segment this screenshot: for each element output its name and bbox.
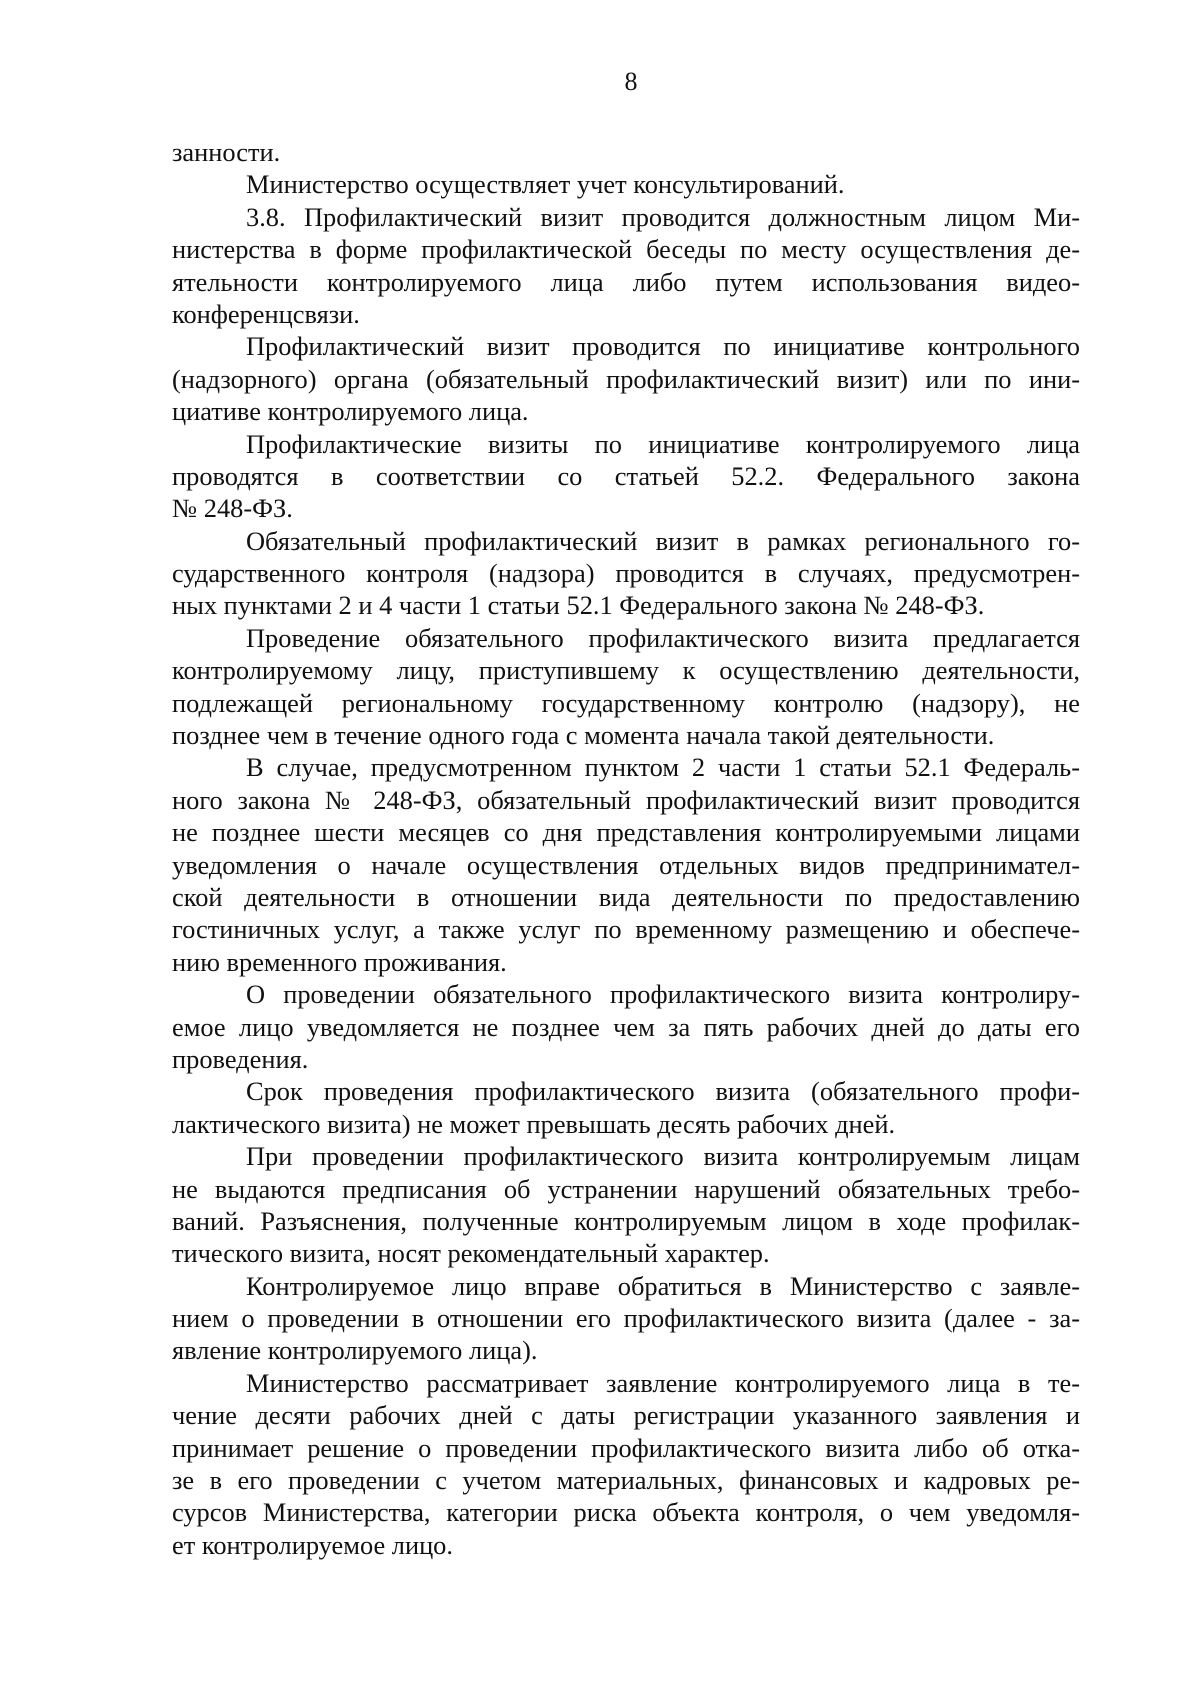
text-line: При проведении профилактического визита контролируемым лицам	[246, 1141, 1080, 1172]
text-line: явление контролируемого лица).	[172, 1335, 538, 1366]
text-line: нию временного проживания.	[172, 946, 507, 977]
text-line: принимает решение о проведении профилактического визита либо об отка-	[172, 1432, 1080, 1463]
text-line: В случае, предусмотренном пунктом 2 части 1 статьи 52.1 Федераль-	[246, 752, 1080, 783]
text-line: Контролируемое лицо вправе обратиться в Министерство с заявле-	[246, 1270, 1080, 1301]
text-line: лактического визита) не может превышать десять рабочих дней.	[172, 1108, 896, 1139]
text-line: уведомления о начале осуществления отдельных видов предпринимател-	[172, 849, 1080, 880]
text-line: проведения.	[172, 1043, 309, 1074]
text-line: ваний. Разъяснения, полученные контролируемым лицом в ходе профилак-	[172, 1205, 1080, 1236]
text-line: Обязательный профилактический визит в рамках регионального го-	[246, 525, 1080, 556]
text-line: Министерство рассматривает заявление контролируемого лица в те-	[246, 1367, 1080, 1398]
text-line: тического визита, носят рекомендательный характер.	[172, 1238, 770, 1269]
text-line: подлежащей региональному государственному контролю (надзору), не	[172, 687, 1080, 718]
text-line: емое лицо уведомляется не позднее чем за пять рабочих дней до даты его	[172, 1011, 1080, 1042]
text-line: нистерства в форме профилактической беседы по месту осуществления де-	[172, 234, 1080, 265]
text-line: Профилактические визиты по инициативе контролируемого лица	[246, 428, 1080, 459]
text-line: Срок проведения профилактического визита (обязательного профи-	[246, 1076, 1080, 1107]
text-line: не выдаются предписания об устранении нарушений обязательных требо-	[172, 1173, 1080, 1204]
text-line: сударственного контроля (надзора) проводится в случаях, предусмотрен-	[172, 558, 1080, 589]
text-line: контролируемому лицу, приступившему к осуществлению деятельности,	[172, 655, 1080, 686]
text-line: О проведении обязательного профилактического визита контролиру-	[246, 979, 1080, 1010]
text-line: нием о проведении в отношении его профилактического визита (далее - за-	[172, 1303, 1080, 1334]
text-line: конференцсвязи.	[172, 298, 360, 329]
text-line: циативе контролируемого лица.	[172, 396, 529, 427]
text-line: занности.	[172, 137, 281, 167]
text-line: проводятся в соответствии со статьей 52.2. Федерального закона	[172, 460, 1080, 491]
text-line: позднее чем в течение одного года с момента начала такой деятельности.	[172, 720, 995, 751]
text-line: гостиничных услуг, а также услуг по временному размещению и обеспече-	[172, 914, 1080, 945]
text-line: Профилактический визит проводится по инициативе контрольного	[246, 331, 1080, 362]
text-line: Министерство осуществляет учет консультирований.	[246, 169, 845, 200]
text-line: ятельности контролируемого лица либо путем использования видео-	[172, 266, 1080, 297]
text-line: ных пунктами 2 и 4 части 1 статьи 52.1 Федерального закона № 248-ФЗ.	[172, 590, 985, 621]
page-number: 8	[624, 67, 638, 96]
text-line: (надзорного) органа (обязательный профилактический визит) или по ини-	[172, 363, 1080, 394]
text-line: ской деятельности в отношении вида деятельности по предоставлению	[172, 881, 1080, 912]
text-line: ного закона № 248-ФЗ, обязательный профилактический визит проводится	[172, 784, 1080, 815]
text-line: сурсов Министерства, категории риска объекта контроля, о чем уведомля-	[172, 1497, 1080, 1528]
document-body	[172, 136, 1080, 1561]
text-line: № 248-ФЗ.	[172, 493, 293, 524]
text-line: зе в его проведении с учетом материальных, финансовых и кадровых ре-	[172, 1465, 1080, 1496]
text-line: не позднее шести месяцев со дня представления контролируемыми лицами	[172, 817, 1080, 848]
text-line: чение десяти рабочих дней с даты регистрации указанного заявления и	[172, 1400, 1080, 1431]
text-line: ет контролируемое лицо.	[172, 1529, 453, 1560]
text-line: 3.8. Профилактический визит проводится должностным лицом Ми-	[246, 201, 1080, 232]
text-line: Проведение обязательного профилактического визита предлагается	[246, 622, 1080, 653]
